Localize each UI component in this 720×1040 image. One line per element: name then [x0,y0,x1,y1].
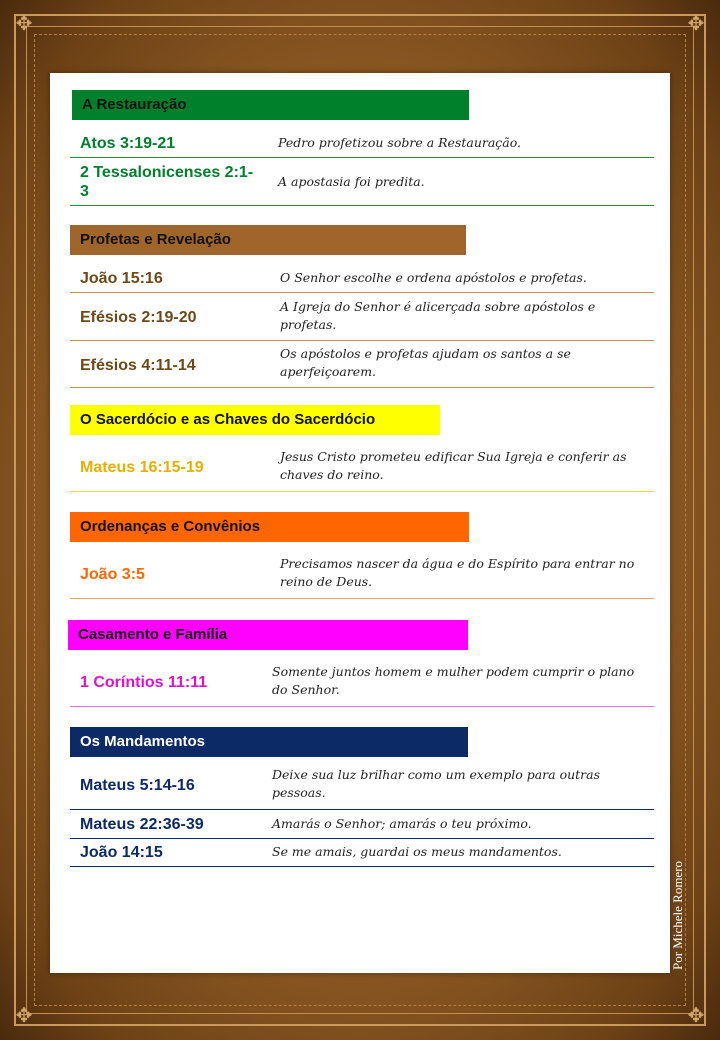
table-row [70,764,654,810]
scripture-summary: Somente juntos homem e mulher podem cumprir o plano do Senhor. [272,664,635,697]
scripture-reference: João 14:15 [80,844,163,861]
table-row [70,549,654,599]
scripture-reference: Mateus 5:14-16 [80,777,195,794]
section-title: Casamento e Família [68,620,468,650]
corner-ornament-icon: ✥ [687,13,705,35]
scripture-summary: Jesus Cristo prometeu edificar Sua Igreja e conferir as chaves do reino. [280,449,627,482]
scripture-summary: Se me amais, guardai os meus mandamentos. [272,844,562,859]
table-row [70,294,654,341]
corner-ornament-icon: ✥ [687,1005,705,1027]
scripture-summary: O Senhor escolhe e ordena apóstolos e profetas. [280,270,587,285]
section-title: A Restauração [72,90,469,120]
table-row [70,811,654,839]
corner-ornament-icon: ✥ [15,1005,33,1027]
table-row [70,657,654,707]
scripture-reference: 2 Tessalonicenses 2:1-3 [80,164,254,200]
section-title: Os Mandamentos [70,727,468,757]
scripture-summary: Pedro profetizou sobre a Restauração. [278,135,522,150]
scripture-summary: Precisamos nascer da água e do Espírito para entrar no reino de Deus. [280,556,635,589]
section-title: Profetas e Revelação [70,225,466,255]
scripture-reference: Atos 3:19-21 [80,135,176,152]
scripture-summary: Deixe sua luz brilhar como um exemplo para outras pessoas. [272,767,601,800]
scripture-reference: Mateus 16:15-19 [80,459,204,476]
scripture-summary: A Igreja do Senhor é alicerçada sobre apóstolos e profetas. [280,299,596,332]
section-title: O Sacerdócio e as Chaves do Sacerdócio [70,405,440,435]
scripture-reference: Efésios 4:11-14 [80,357,196,374]
scripture-reference: João 3:5 [80,566,145,583]
content-sheet [50,73,670,973]
table-row [70,840,654,867]
author-credit: Por Michele Romero [670,860,685,970]
scripture-summary: Os apóstolos e profetas ajudam os santos a se aperfeiçoarem. [280,346,571,379]
table-row [70,442,654,492]
table-row [70,159,654,206]
scripture-summary: Amarás o Senhor; amarás o teu próximo. [272,816,532,831]
table-row [70,263,654,293]
scripture-reference: 1 Coríntios 11:11 [80,674,208,691]
table-row [70,342,654,388]
section-title: Ordenanças e Convênios [70,512,469,542]
scripture-reference: João 15:16 [80,270,163,287]
scripture-reference: Efésios 2:19-20 [80,309,197,326]
scripture-reference: Mateus 22:36-39 [80,816,204,833]
table-row [70,128,654,158]
corner-ornament-icon: ✥ [15,13,33,35]
scripture-summary: A apostasia foi predita. [278,174,425,189]
